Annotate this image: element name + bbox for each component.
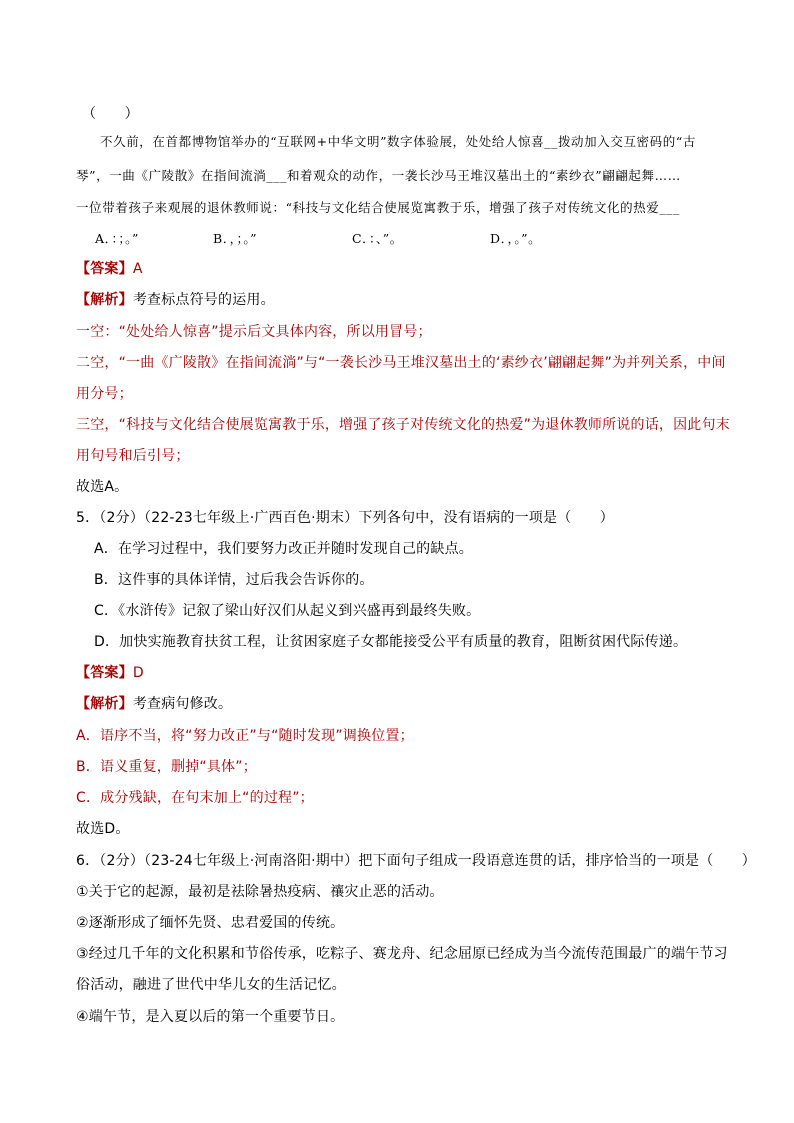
option-d: D．，。”。 (490, 231, 542, 246)
q5-stem: 5．（2分）（22-23七年级上·广西百色·期末）下列各句中，没有语病的一项是（ ） (76, 510, 614, 526)
q5-option-c: C．《水浒传》记叙了梁山好汉们从起义到兴盛再到最终失败。 (94, 603, 481, 619)
answer-tag: 【答案】 (76, 665, 133, 681)
passage-line: 不久前，在首都博物馆举办的“互联网+中华文明”数字体验展，处处给人惊喜__拨动加入交互密码的“古 (100, 134, 696, 149)
q6-item: ③经过几千年的文化积累和节俗传承，吃粽子、赛龙舟、纪念屈原已经成为当今流传范围最广的端午节习 (76, 946, 728, 962)
q5-option-a: A．在学习过程中，我们要努力改正并随时发现自己的缺点。 (94, 541, 473, 557)
analysis-tag: 【解析】 (76, 696, 133, 712)
analysis-conclusion: 故选A。 (76, 479, 129, 495)
analysis-line: C．成分残缺，在句末加上“的过程”； (76, 790, 314, 806)
analysis-line: 用句号和后引号； (76, 448, 190, 464)
analysis-line: 三空，“科技与文化结合使展览寓教于乐，增强了孩子对传统文化的热爱”为退休教师所说的话，因此句末 (76, 417, 730, 433)
q5-analysis-intro (76, 694, 232, 714)
passage-line: 一位带着孩子来观展的退休教师说：“科技与文化结合使展览寓教于乐，增强了孩子对传统文化的热爱___ (76, 200, 680, 215)
q5-option-b: B．这件事的具体详情，过后我会告诉你的。 (94, 572, 374, 588)
analysis-line: 一空：“处处给人惊喜”提示后文具体内容，所以用冒号； (76, 324, 432, 340)
answer-value: A (132, 261, 143, 277)
q4-analysis-intro (76, 290, 275, 310)
q5-option-d: D．加快实施教育扶贫工程，让贫困家庭子女都能接受公平有质量的教育，阻断贫困代际传递。 (94, 634, 688, 650)
analysis-intro: 考查病句修改。 (132, 696, 233, 712)
q6-item: ④端午节，是入夏以后的第一个重要节日。 (76, 1009, 345, 1025)
option-a: A．：；。” (95, 231, 140, 246)
answer-value: D (132, 665, 144, 681)
q6-item: 俗活动，融进了世代中华儿女的生活记忆。 (76, 977, 346, 993)
answer-bracket: （ ） (82, 106, 139, 122)
answer-tag: 【答案】 (76, 261, 133, 277)
q6-item: ①关于它的起源，最初是祛除暑热疫病、禳灾止恶的活动。 (76, 884, 444, 900)
q6-stem: 6．（2分）（23-24七年级上·河南洛阳·期中）把下面句子组成一段语意连贯的话，排序恰当的一项是（ ） (76, 853, 756, 869)
analysis-conclusion: 故选D。 (76, 821, 130, 837)
q5-answer (76, 663, 144, 683)
passage-line: 琴”，一曲《广陵散》在指间流淌___和着观众的动作，一袭长沙马王堆汉墓出土的“素纱衣”翩翩起舞…… (76, 168, 681, 183)
q6-item: ②逐渐形成了缅怀先贤、忠君爱国的传统。 (76, 915, 345, 931)
analysis-line: 用分号； (76, 386, 133, 402)
analysis-line: B．语义重复，删掉“具体”； (76, 759, 257, 775)
analysis-line: 二空，“一曲《广陵散》在指间流淌”与“一袭长沙马王堆汉墓出土的‘素纱衣’翩翩起舞”为并列关系，中间 (76, 355, 726, 371)
option-b: B．，；。” (213, 231, 258, 246)
analysis-line: A．语序不当，将“努力改正”与“随时发现”调换位置； (76, 728, 414, 744)
q4-answer (76, 259, 143, 279)
option-c: C．：、”。 (352, 231, 403, 246)
analysis-tag: 【解析】 (76, 292, 133, 308)
analysis-intro: 考查标点符号的运用。 (132, 292, 275, 308)
